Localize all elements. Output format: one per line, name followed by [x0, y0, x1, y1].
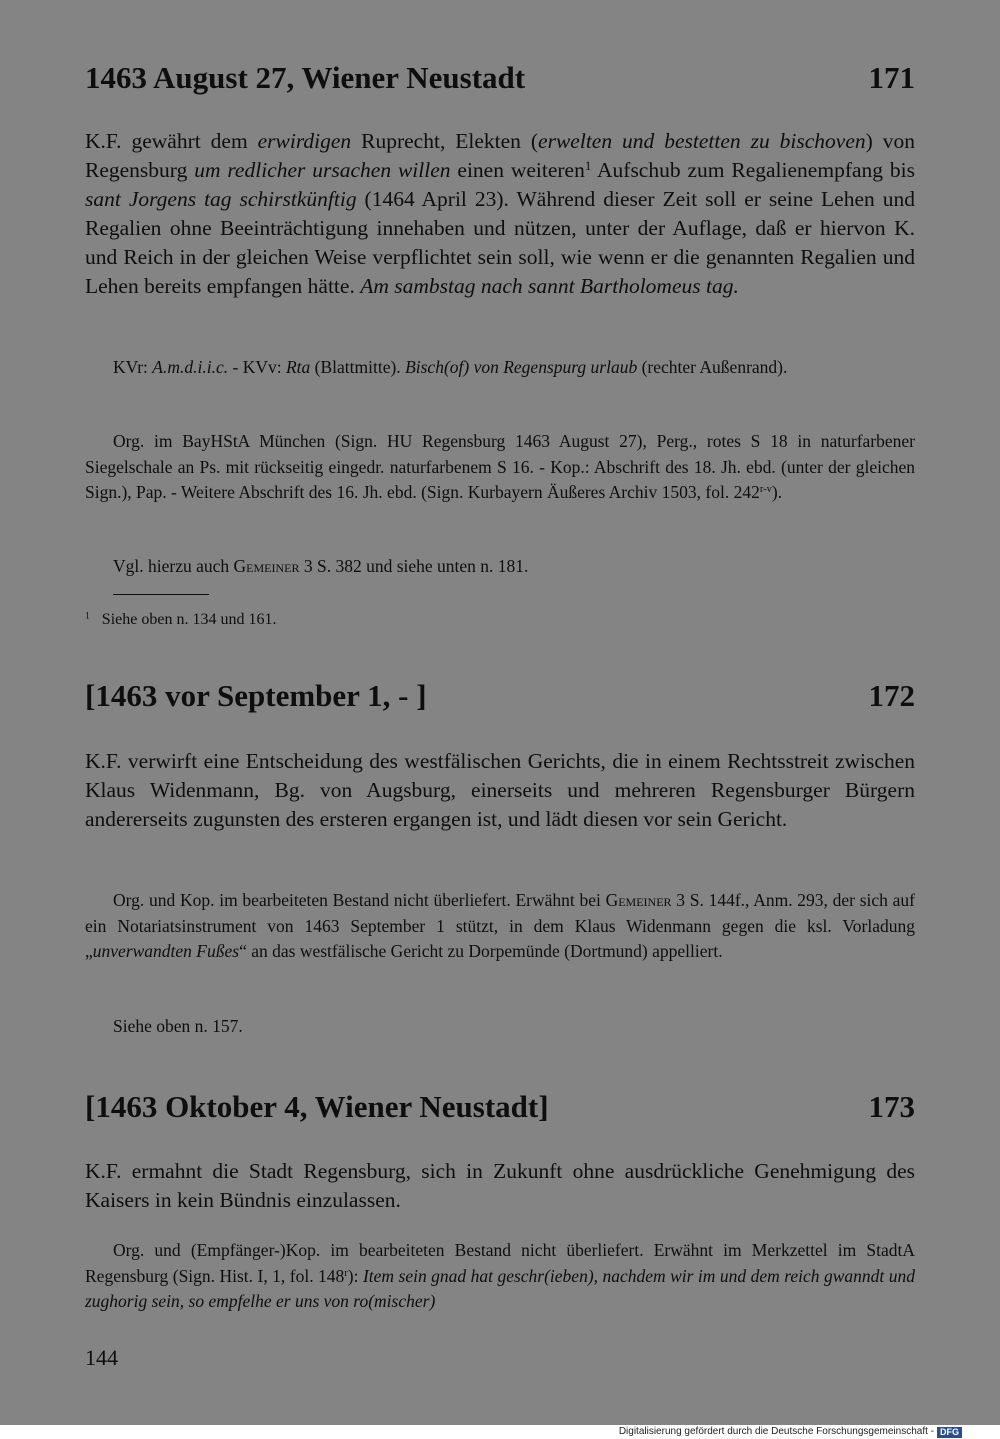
text-run: Org. und (Empfänger-)Kop. im bearbeiteten Bestand nicht überliefert. Erwähnt im Merkzettel im StadtA Regensburg (Sign. Hist. I, 1, fol. 148	[85, 1240, 915, 1286]
text-run: Org. und Kop. im bearbeiteten Bestand nicht überliefert. Erwähnt bei	[113, 890, 606, 910]
entry-number: 171	[868, 60, 915, 95]
transmission-note	[85, 429, 915, 506]
entry-date-place: [1463 Oktober 4, Wiener Neustadt]	[85, 1089, 549, 1124]
credit-text: Digitalisierung gefördert durch die Deutsche Forschungsgemeinschaft -	[618, 1426, 934, 1437]
dfg-logo: DFG	[937, 1427, 962, 1438]
transmission-note	[85, 888, 915, 965]
entry-heading-173	[85, 1087, 915, 1127]
entry-number: 173	[868, 1089, 915, 1124]
entry-heading-171	[85, 58, 915, 98]
text-run: Aufschub zum Regalienempfang bis	[591, 158, 915, 182]
footnote-mark: 1	[85, 610, 90, 622]
regest-text	[85, 127, 915, 301]
superscript: r	[344, 1267, 348, 1279]
italic-run: sant Jorgens tag schirstkünftig	[85, 187, 357, 211]
italic-run: Rta	[285, 357, 311, 377]
text-run: Ruprecht, Elekten (	[351, 129, 539, 153]
text-run: Siehe oben n. 157.	[113, 1016, 243, 1036]
text-run: (Blattmitte).	[310, 357, 406, 377]
italic-run: unverwandten Fußes	[92, 941, 240, 961]
text-run: Vgl. hierzu auch	[113, 556, 234, 576]
text-run: ).	[771, 482, 783, 502]
text-run: Org. im BayHStA München (Sign. HU Regensburg 1463 August 27), Perg., rotes S 18 in naturfarbener Siegelschale an Ps. mit rückseitig eingedr. naturfarbenem S 16. - Kop.: Abschrift des 18. Jh. ebd. (unter der gleichen Sign.), Pap. - Weitere Abschrift des 16. Jh. ebd. (Sign. Kurbayern Äußeres Archiv 1503, fol. 242	[85, 431, 915, 502]
text-run: KVr:	[113, 357, 153, 377]
text-run: Gemeiner	[233, 556, 300, 576]
italic-run: erwelten und bestetten zu bischoven	[538, 129, 866, 153]
text-run: - KVv:	[228, 357, 286, 377]
endorsement-note	[85, 355, 915, 381]
text-run: 3 S. 382 und siehe unten n. 181.	[299, 556, 529, 576]
entry-heading-172	[85, 676, 915, 716]
reference-note	[85, 1014, 915, 1040]
text-run: K.F. gewährt dem	[85, 129, 258, 153]
text-run: K.F. verwirft eine Entscheidung des westfälischen Gerichts, die in einem Rechtsstreit zwischen Klaus Widenmann, Bg. von Augsburg, einerseits und mehreren Regensburger Bürgern andererseits zugunsten des ersteren ergangen ist, und lädt diesen vor sein Gericht.	[85, 749, 915, 831]
text-run: ) von Regensburg	[85, 129, 915, 182]
italic-run: erwirdigen	[257, 129, 352, 153]
entry-date-place: 1463 August 27, Wiener Neustadt	[85, 60, 526, 95]
digitization-credit	[619, 1426, 962, 1438]
italic-run: Bisch(of) von Regenspurg urlaub	[405, 357, 638, 377]
text-run: Gemeiner	[605, 890, 672, 910]
footnote-text: Siehe oben n. 134 und 161.	[101, 611, 277, 628]
transmission-note	[85, 1238, 915, 1315]
superscript: r-v	[759, 484, 772, 496]
italic-run: Am sambstag nach sannt Bartholomeus tag.	[360, 274, 739, 298]
italic-run: Item sein gnad hat geschr(ieben), nachdem wir im und dem reich gwanndt und zughorig sein, so empfelhe er uns von ro(mischer)	[85, 1265, 915, 1311]
italic-run: A.m.d.i.i.c.	[152, 357, 229, 377]
footnote-divider	[113, 594, 209, 595]
text-run: 3 S. 144f., Anm. 293, der sich auf ein Notariatsinstrument von 1463 September 1 stützt, in dem Klaus Widenmann gegen die ksl. Vorladung „	[85, 890, 915, 961]
entry-date-place: [1463 vor September 1, - ]	[85, 678, 427, 713]
text-run: einen weiteren	[450, 158, 585, 182]
text-run: “ an das westfälische Gericht zu Dorpemünde (Dortmund) appelliert.	[239, 941, 723, 961]
footnote	[85, 609, 276, 631]
regest-text	[85, 1157, 915, 1215]
italic-run: um redlicher ursachen willen	[194, 158, 451, 182]
text-run: (1464 April 23). Während dieser Zeit soll er seine Lehen und Regalien ohne Beeinträchtigung innehaben und nützen, unter der Auflage, daß er hiervon K. und Reich in der gleichen Weise verpflichtet sein soll, wie wenn er die genannten Regalien und Lehen bereits empfangen hätte.	[85, 187, 915, 298]
regest-text	[85, 747, 915, 834]
text-run: K.F. ermahnt die Stadt Regensburg, sich in Zukunft ohne ausdrückliche Genehmigung des Kaisers in kein Bündnis einzulassen.	[85, 1159, 915, 1212]
text-run: (rechter Außenrand).	[637, 357, 788, 377]
page-number: 144	[85, 1345, 118, 1370]
superscript: 1	[584, 158, 592, 173]
reference-note	[85, 554, 915, 580]
entry-number: 172	[868, 678, 915, 713]
text-run: ):	[347, 1265, 363, 1286]
